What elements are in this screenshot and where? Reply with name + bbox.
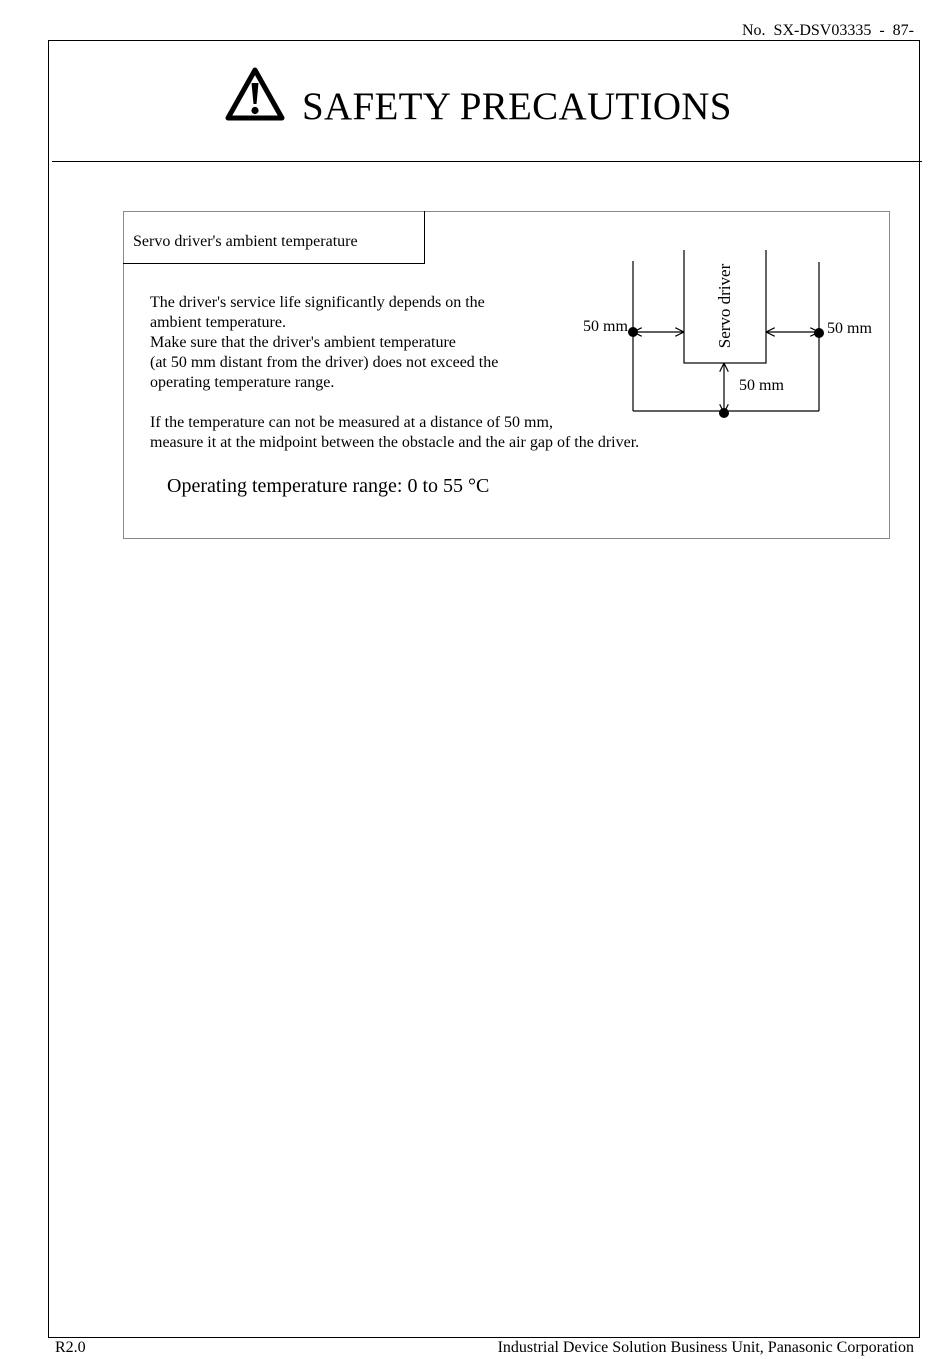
section-title: Servo driver's ambient temperature (133, 233, 358, 250)
bottom-measurement-point (719, 408, 729, 418)
document-number: No. SX-DSV03335 - 87- (742, 22, 914, 39)
right-distance-label: 50 mm (827, 320, 872, 337)
warning-triangle-icon (224, 66, 286, 122)
page-title: SAFETY PRECAUTIONS (302, 85, 732, 128)
header-divider (52, 161, 922, 162)
text-line: (at 50 mm distant from the driver) does not exceed the (150, 354, 499, 371)
text-line: measure it at the midpoint between the obstacle and the air gap of the driver. (150, 434, 640, 451)
left-distance-label: 50 mm (583, 318, 628, 335)
right-measurement-point (814, 328, 824, 338)
description-paragraph (150, 293, 498, 393)
text-line: operating temperature range. (150, 374, 335, 391)
clearance-diagram (570, 250, 890, 430)
bottom-distance-label: 50 mm (739, 377, 784, 394)
servo-driver-label: Servo driver (715, 263, 734, 349)
left-measurement-point (628, 327, 638, 337)
text-line: If the temperature can not be measured at a distance of 50 mm, (150, 414, 553, 431)
operating-temperature-range: Operating temperature range: 0 to 55 °C (167, 475, 490, 497)
measurement-note (150, 413, 639, 453)
organization-label: Industrial Device Solution Business Unit, Panasonic Corporation (497, 1339, 914, 1356)
text-line: ambient temperature. (150, 314, 286, 331)
revision-label: R2.0 (55, 1339, 86, 1356)
text-line: Make sure that the driver's ambient temperature (150, 334, 456, 351)
text-line: The driver's service life significantly depends on the (150, 294, 485, 311)
